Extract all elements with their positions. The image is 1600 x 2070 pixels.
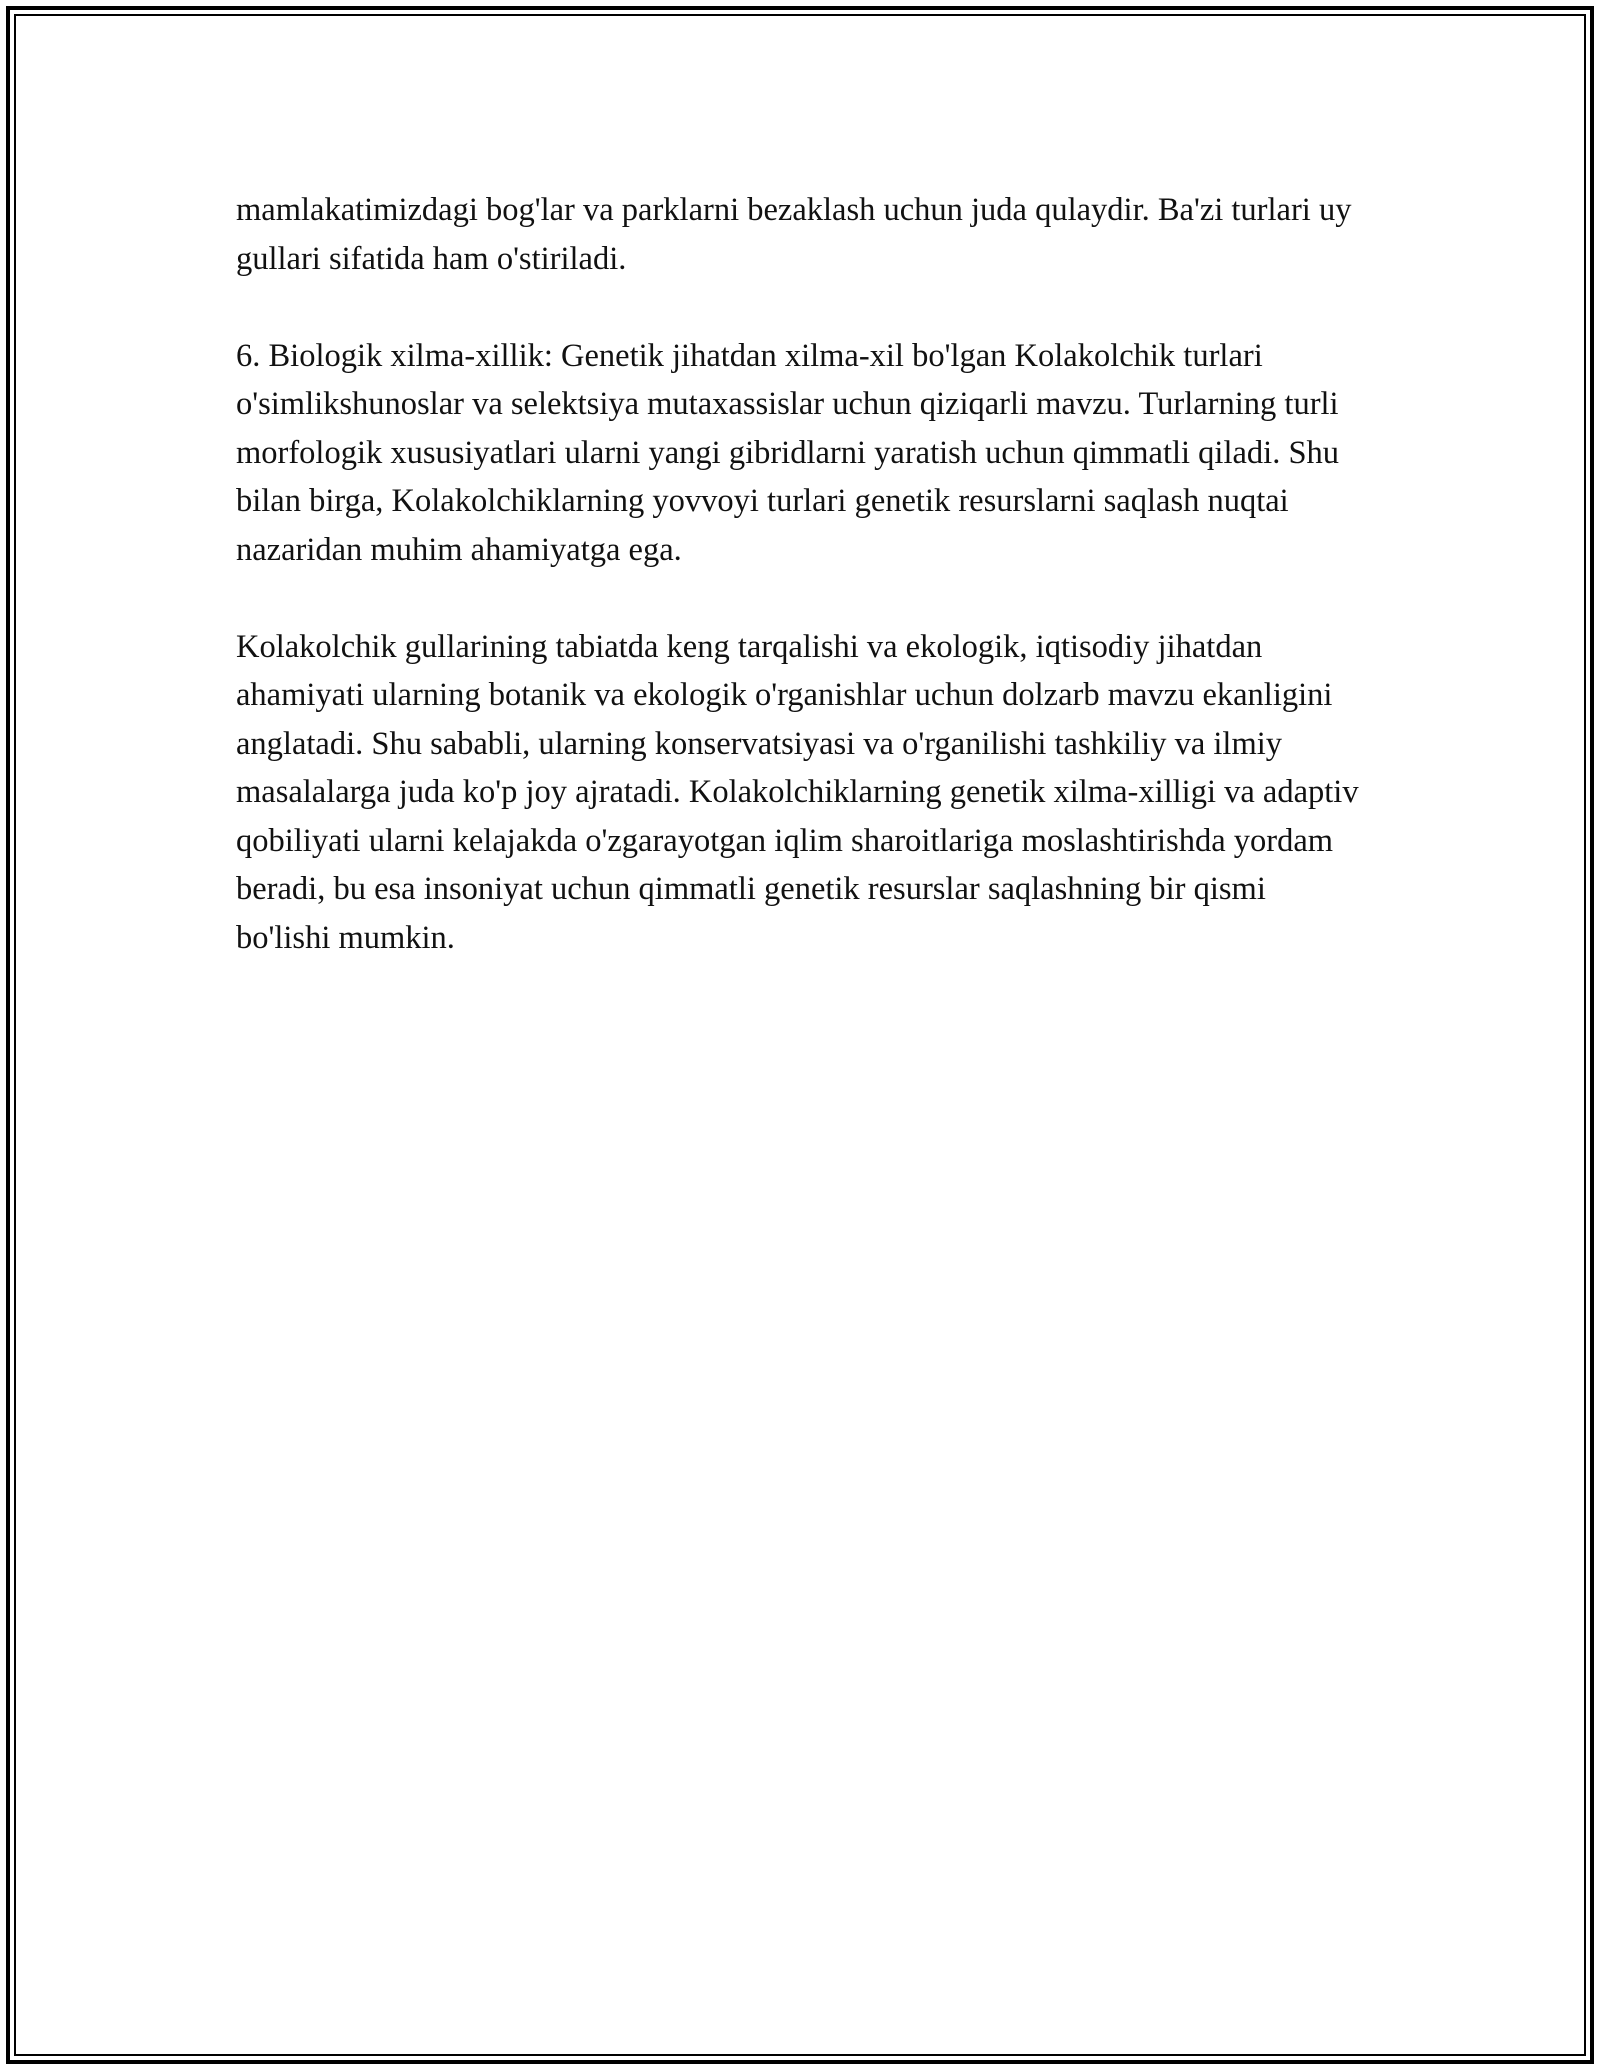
paragraph-biological-diversity: 6. Biologik xilma-xillik: Genetik jihatdan xilma-xil bo'lgan Kolakolchik turlari o'simlikshunoslar va selektsiya mutaxassislar uchun qiziqarli mavzu. Turlarning turli morfologik xususiyatlari ularni yangi gibridlarni yaratish uchun qimmatli qiladi. Shu bilan birga, Kolakolchiklarning yovvoyi turlari genetik resurslarni saqlash nuqtai nazaridan muhim ahamiyatga ega. [236, 337, 1340, 568]
document-body [236, 186, 1366, 962]
paragraph-continuation: mamlakatimizdagi bog'lar va parklarni bezaklash uchun juda qulaydir. Ba'zi turlari uy gullari sifatida ham o'stiriladi. [236, 192, 1352, 277]
paragraph-conclusion: Kolakolchik gullarining tabiatda keng tarqalishi va ekologik, iqtisodiy jihatdan ahamiyati ularning botanik va ekologik o'rganishlar uchun dolzarb mavzu ekanligini anglatadi. Shu sababli, ularning konservatsiyasi va o'rganilishi tashkiliy va ilmiy masalalarga juda ko'p joy ajratadi. Kolakolchiklarning genetik xilma-xilligi va adaptiv qobiliyati ularni kelajakda o'zgarayotgan iqlim sharoitlariga moslashtirishda yordam beradi, bu esa insoniyat uchun qimmatli genetik resurslar saqlashning bir qismi bo'lishi mumkin. [236, 628, 1359, 956]
